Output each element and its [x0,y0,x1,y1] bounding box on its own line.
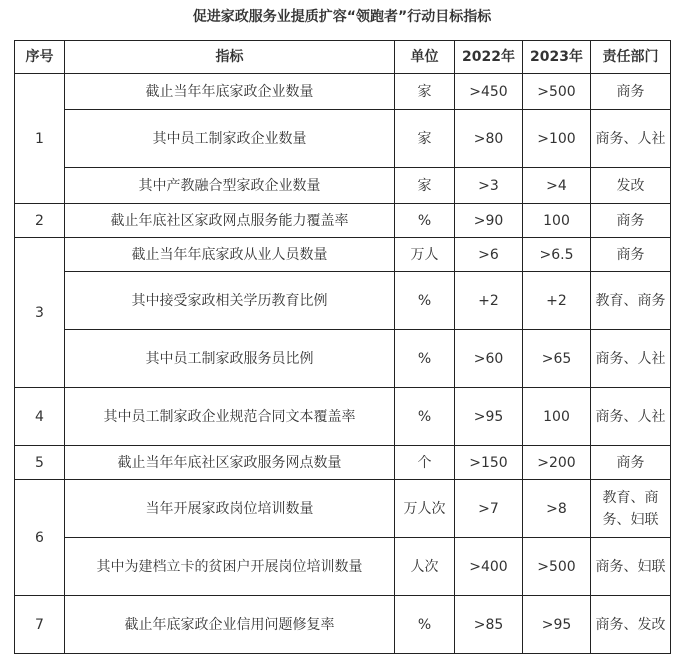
row-number-cell: 1 [15,74,65,204]
target-2023-cell: >65 [523,330,591,388]
target-2023-cell: 100 [523,388,591,446]
document-title: 促进家政服务业提质扩容“领跑者”行动目标指标 [192,9,492,25]
header-no: 序号 [15,41,65,74]
table-row [15,74,671,110]
target-2023-cell: +2 [523,272,591,330]
header-2023: 2023年 [523,41,591,74]
indicator-cell: 其中员工制家政服务员比例 [65,330,395,388]
target-2023-cell: >6.5 [523,238,591,272]
header-dept: 责任部门 [591,41,671,74]
target-2022-cell: >60 [455,330,523,388]
row-number-cell: 2 [15,204,65,238]
unit-cell: 人次 [395,538,455,596]
table-row [15,538,671,596]
row-number-cell: 5 [15,446,65,480]
target-2022-cell: >90 [455,204,523,238]
header-indicator: 指标 [65,41,395,74]
department-cell: 商务 [591,74,671,110]
unit-cell: % [395,330,455,388]
table-row [15,168,671,204]
department-cell: 发改 [591,168,671,204]
target-2023-cell: >8 [523,480,591,538]
unit-cell: 万人 [395,238,455,272]
target-2023-cell: >95 [523,596,591,654]
unit-cell: % [395,388,455,446]
department-cell: 教育、商务 [591,272,671,330]
target-2022-cell: >80 [455,110,523,168]
unit-cell: 家 [395,110,455,168]
unit-cell: 家 [395,168,455,204]
indicator-cell: 其中为建档立卡的贫困户开展岗位培训数量 [65,538,395,596]
table-row [15,110,671,168]
table-row [15,272,671,330]
target-2022-cell: >7 [455,480,523,538]
indicator-cell: 截止当年年底社区家政服务网点数量 [65,446,395,480]
target-2022-cell: >150 [455,446,523,480]
table-row [15,238,671,272]
department-cell: 商务、发改 [591,596,671,654]
unit-cell: 万人次 [395,480,455,538]
table-row [15,446,671,480]
target-2023-cell: >4 [523,168,591,204]
header-2022: 2022年 [455,41,523,74]
unit-cell: 家 [395,74,455,110]
row-number-cell: 6 [15,480,65,596]
table-row [15,204,671,238]
target-2023-cell: 100 [523,204,591,238]
target-2022-cell: >450 [455,74,523,110]
indicator-cell: 截止当年年底家政企业数量 [65,74,395,110]
table-row [15,388,671,446]
target-2022-cell: >400 [455,538,523,596]
target-2022-cell: >85 [455,596,523,654]
table-row [15,330,671,388]
indicator-cell: 其中接受家政相关学历教育比例 [65,272,395,330]
target-2022-cell: +2 [455,272,523,330]
target-2022-cell: >6 [455,238,523,272]
unit-cell: % [395,596,455,654]
department-cell: 商务、妇联 [591,538,671,596]
target-2023-cell: >500 [523,74,591,110]
target-2023-cell: >500 [523,538,591,596]
unit-cell: % [395,204,455,238]
department-cell: 商务、人社 [591,110,671,168]
department-cell: 商务、人社 [591,330,671,388]
indicator-cell: 其中产教融合型家政企业数量 [65,168,395,204]
department-cell: 商务、人社 [591,388,671,446]
table-row [15,596,671,654]
target-2022-cell: >3 [455,168,523,204]
table-row [15,480,671,538]
row-number-cell: 7 [15,596,65,654]
targets-table [14,40,671,654]
row-number-cell: 4 [15,388,65,446]
indicator-cell: 截止年底社区家政网点服务能力覆盖率 [65,204,395,238]
table-header-row [15,41,671,74]
row-number-cell: 3 [15,238,65,388]
unit-cell: 个 [395,446,455,480]
indicator-cell: 当年开展家政岗位培训数量 [65,480,395,538]
target-2022-cell: >95 [455,388,523,446]
target-2023-cell: >100 [523,110,591,168]
indicator-cell: 截止年底家政企业信用问题修复率 [65,596,395,654]
target-2023-cell: >200 [523,446,591,480]
unit-cell: % [395,272,455,330]
indicator-cell: 其中员工制家政企业数量 [65,110,395,168]
department-cell: 教育、商务、妇联 [591,480,671,538]
department-cell: 商务 [591,204,671,238]
indicator-cell: 截止当年年底家政从业人员数量 [65,238,395,272]
header-unit: 单位 [395,41,455,74]
department-cell: 商务 [591,446,671,480]
indicator-cell: 其中员工制家政企业规范合同文本覆盖率 [65,388,395,446]
department-cell: 商务 [591,238,671,272]
